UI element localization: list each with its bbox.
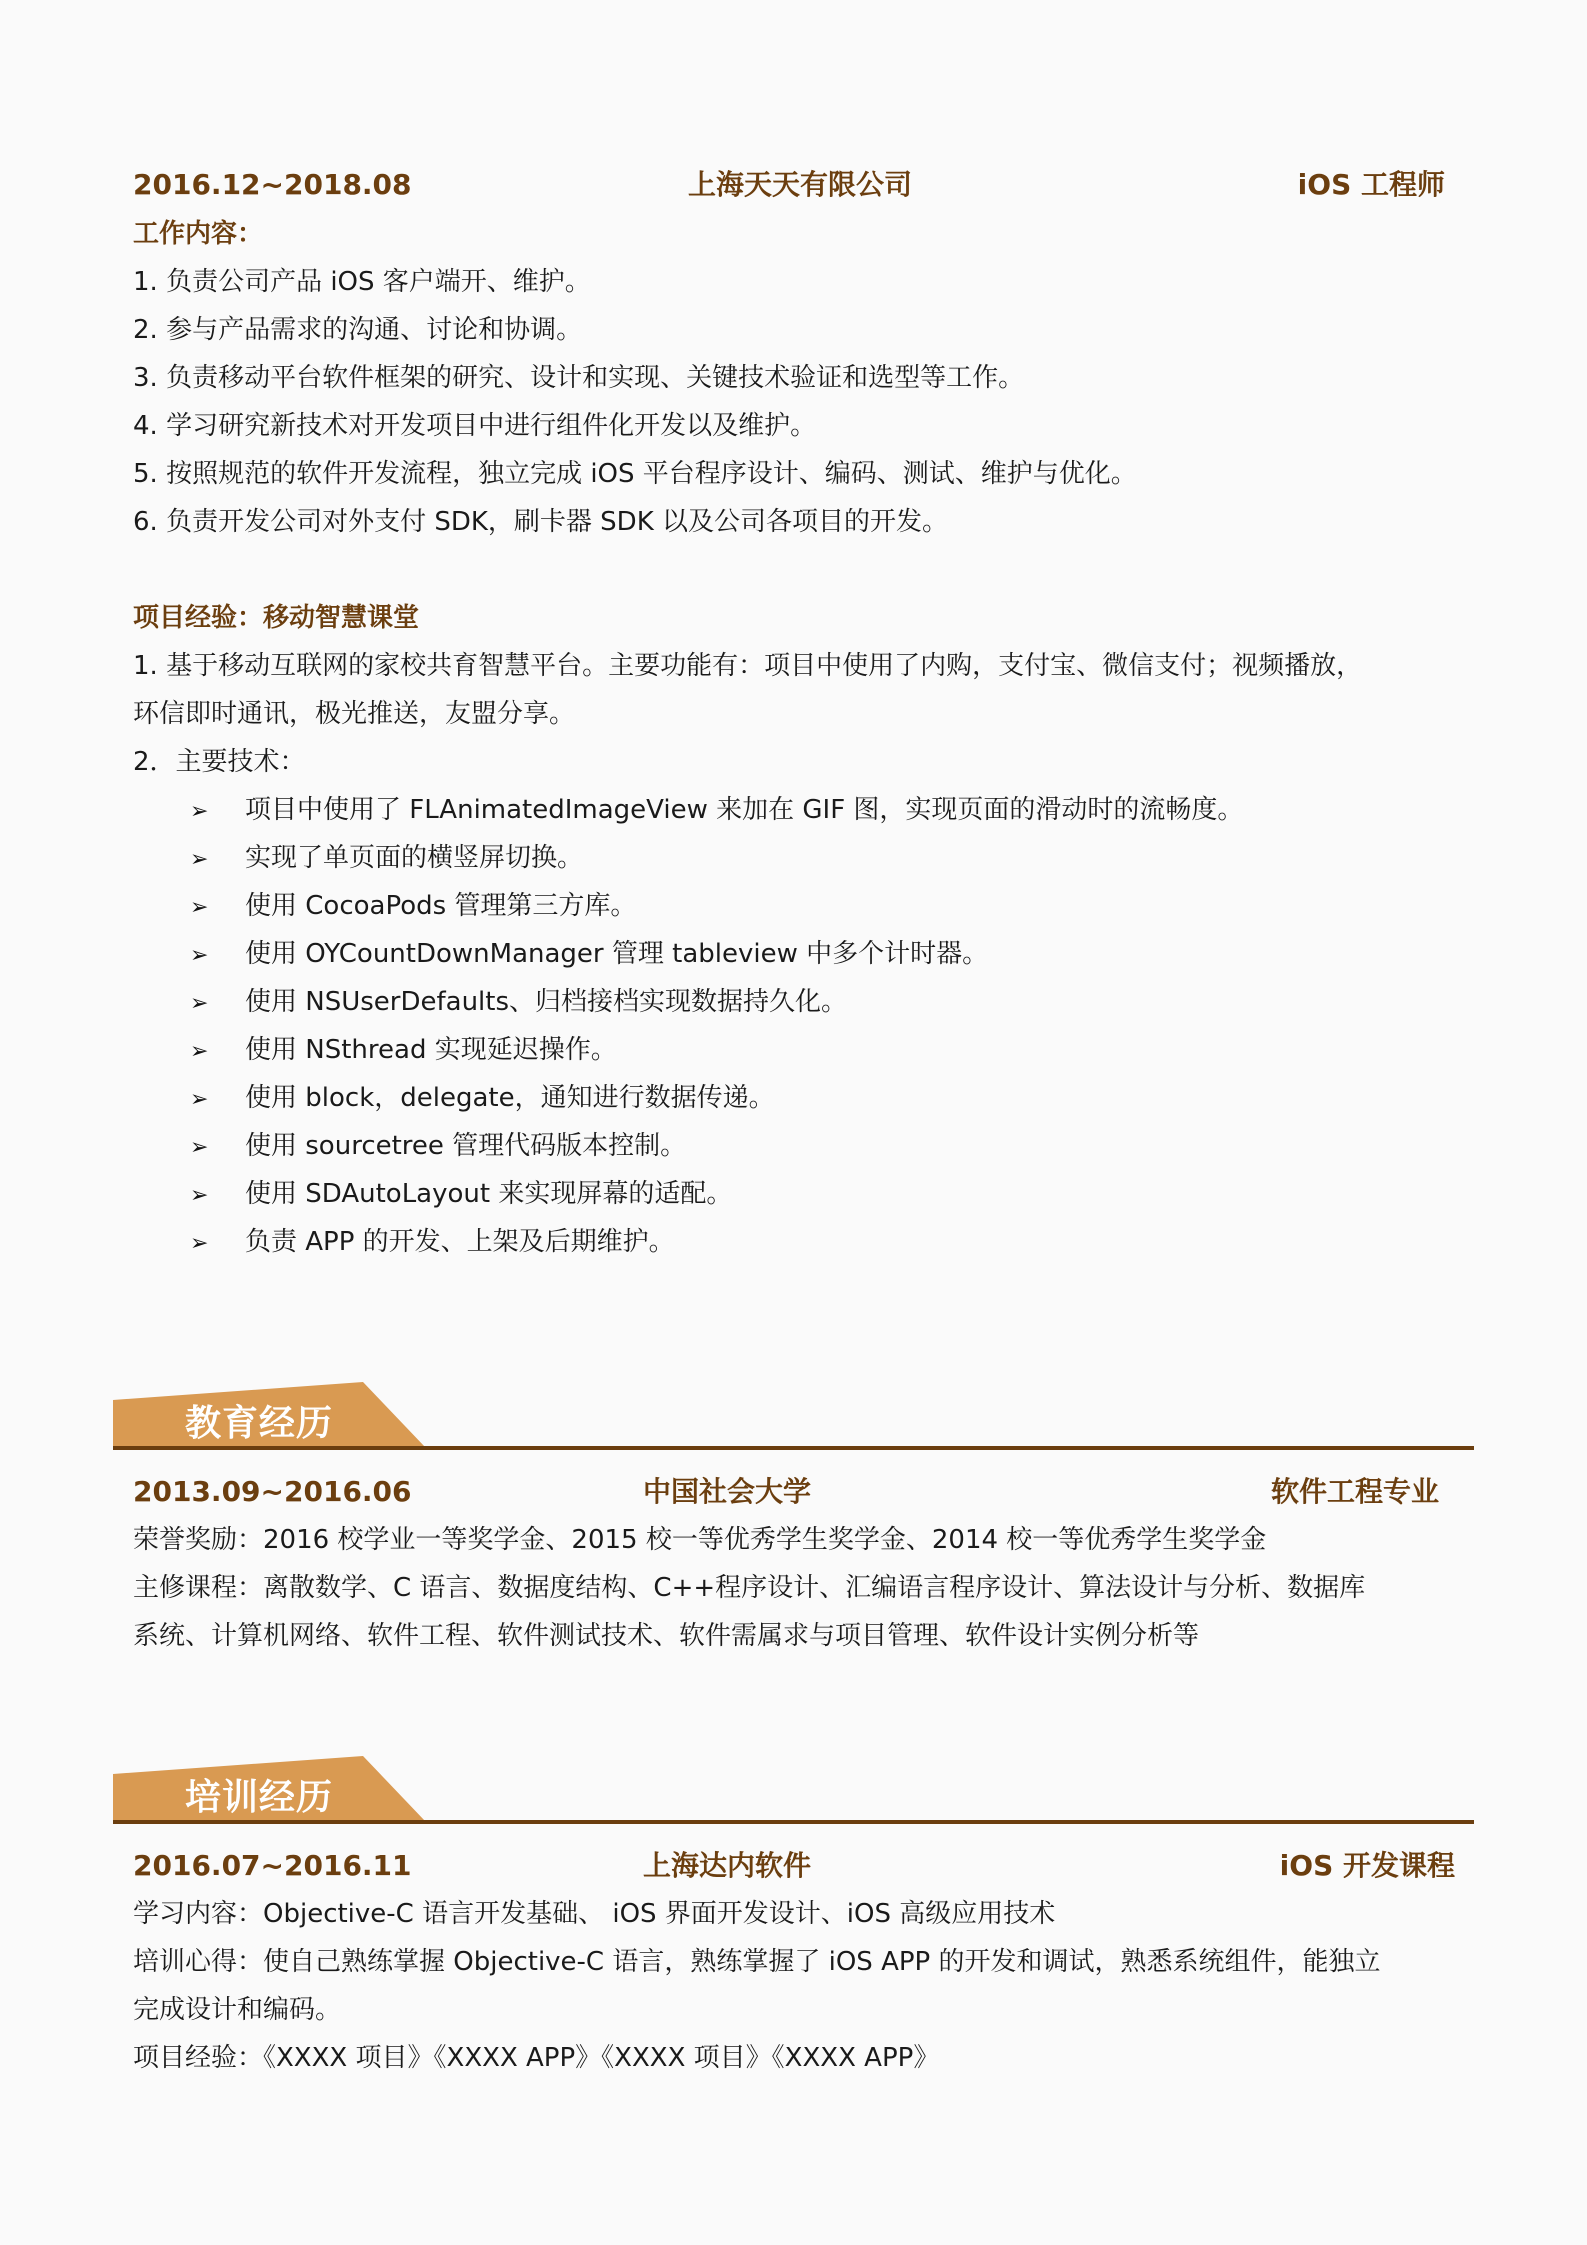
work-content-item: 5. 按照规范的软件开发流程，独立完成 iOS 平台程序设计、编码、测试、维护与优化。 <box>133 459 1137 489</box>
arrow-bullet-icon: ➢ <box>190 1183 209 1208</box>
tech-item: ➢ 负责 APP 的开发、上架及后期维护。 <box>190 1222 675 1264</box>
arrow-bullet-icon: ➢ <box>190 991 209 1016</box>
project-tech-label: 2．主要技术： <box>133 747 306 777</box>
work-content-label: 工作内容： <box>133 219 264 249</box>
tech-item: ➢ 使用 CocoaPods 管理第三方库。 <box>190 886 636 928</box>
work-content-item: 1. 负责公司产品 iOS 客户端开、维护。 <box>133 267 591 297</box>
education-section-title: 教育经历 <box>185 1403 334 1444</box>
project-description-cont: 环信即时通讯，极光推送，友盟分享。 <box>133 699 576 729</box>
education-school: 中国社会大学 <box>642 1475 812 1508</box>
training-experience-cont: 完成设计和编码。 <box>133 1995 342 2025</box>
project-description: 1. 基于移动互联网的家校共育智慧平台。主要功能有：项目中使用了内购，支付宝、微信支付；视频播放， <box>133 651 1363 681</box>
arrow-bullet-icon: ➢ <box>190 847 209 872</box>
education-major: 软件工程专业 <box>1270 1475 1439 1508</box>
training-projects: 项目经验：《XXXX 项目》《XXXX APP》《XXXX 项目》《XXXX APP》 <box>133 2043 940 2073</box>
arrow-bullet-icon: ➢ <box>190 1231 209 1256</box>
arrow-bullet-icon: ➢ <box>190 943 209 968</box>
tech-item: ➢ 使用 NSUserDefaults、归档接档实现数据持久化。 <box>190 982 847 1024</box>
training-date: 2016.07~2016.11 <box>133 1849 412 1882</box>
work-content-item: 6. 负责开发公司对外支付 SDK，刷卡器 SDK 以及公司各项目的开发。 <box>133 507 949 537</box>
tech-item: ➢ 实现了单页面的横竖屏切换。 <box>190 838 583 880</box>
training-entry-header <box>133 1846 1455 1886</box>
arrow-bullet-icon: ➢ <box>190 1039 209 1064</box>
arrow-bullet-icon: ➢ <box>190 1087 209 1112</box>
arrow-bullet-icon: ➢ <box>190 799 209 824</box>
tech-item: ➢ 使用 SDAutoLayout 来实现屏幕的适配。 <box>190 1174 732 1216</box>
training-institution: 上海达内软件 <box>642 1849 812 1882</box>
work-entry-header <box>133 165 1445 205</box>
work-date: 2016.12~2018.08 <box>133 168 412 201</box>
education-entry-header <box>133 1472 1445 1512</box>
tech-item: ➢ 项目中使用了 FLAnimatedImageView 来加在 GIF 图，实现页面的滑动时的流畅度。 <box>190 790 1243 832</box>
training-section-banner <box>113 1756 1474 1826</box>
training-study-content: 学习内容：Objective-C 语言开发基础、 iOS 界面开发设计、iOS 高级应用技术 <box>133 1899 1056 1929</box>
training-course: iOS 开发课程 <box>1279 1849 1455 1882</box>
education-date: 2013.09~2016.06 <box>133 1475 412 1508</box>
education-section-banner <box>113 1382 1474 1452</box>
work-content-item: 4. 学习研究新技术对开发项目中进行组件化开发以及维护。 <box>133 411 817 441</box>
work-company: 上海天天有限公司 <box>687 168 913 201</box>
education-courses: 主修课程：离散数学、C 语言、数据度结构、C++程序设计、汇编语言程序设计、算法设计与分析、数据库 <box>133 1573 1366 1603</box>
arrow-bullet-icon: ➢ <box>190 1135 209 1160</box>
work-role: iOS 工程师 <box>1297 168 1445 201</box>
project-label: 项目经验：移动智慧课堂 <box>133 603 420 633</box>
arrow-bullet-icon: ➢ <box>190 895 209 920</box>
education-honors: 荣誉奖励：2016 校学业一等奖学金、2015 校一等优秀学生奖学金、2014 校一等优秀学生奖学金 <box>133 1525 1267 1555</box>
work-content-item: 2. 参与产品需求的沟通、讨论和协调。 <box>133 315 583 345</box>
tech-item: ➢ 使用 OYCountDownManager 管理 tableview 中多个计时器。 <box>190 934 988 976</box>
education-courses-cont: 系统、计算机网络、软件工程、软件测试技术、软件需属求与项目管理、软件设计实例分析等 <box>133 1621 1200 1651</box>
tech-item: ➢ 使用 NSthread 实现延迟操作。 <box>190 1030 617 1072</box>
tech-item: ➢ 使用 block，delegate，通知进行数据传递。 <box>190 1078 775 1120</box>
tech-item: ➢ 使用 sourcetree 管理代码版本控制。 <box>190 1126 686 1168</box>
work-content-item: 3. 负责移动平台软件框架的研究、设计和实现、关键技术验证和选型等工作。 <box>133 363 1025 393</box>
training-section-title: 培训经历 <box>185 1777 334 1818</box>
training-experience: 培训心得：使自己熟练掌握 Objective-C 语言，熟练掌握了 iOS APP 的开发和调试，熟悉系统组件，能独立 <box>133 1947 1381 1977</box>
